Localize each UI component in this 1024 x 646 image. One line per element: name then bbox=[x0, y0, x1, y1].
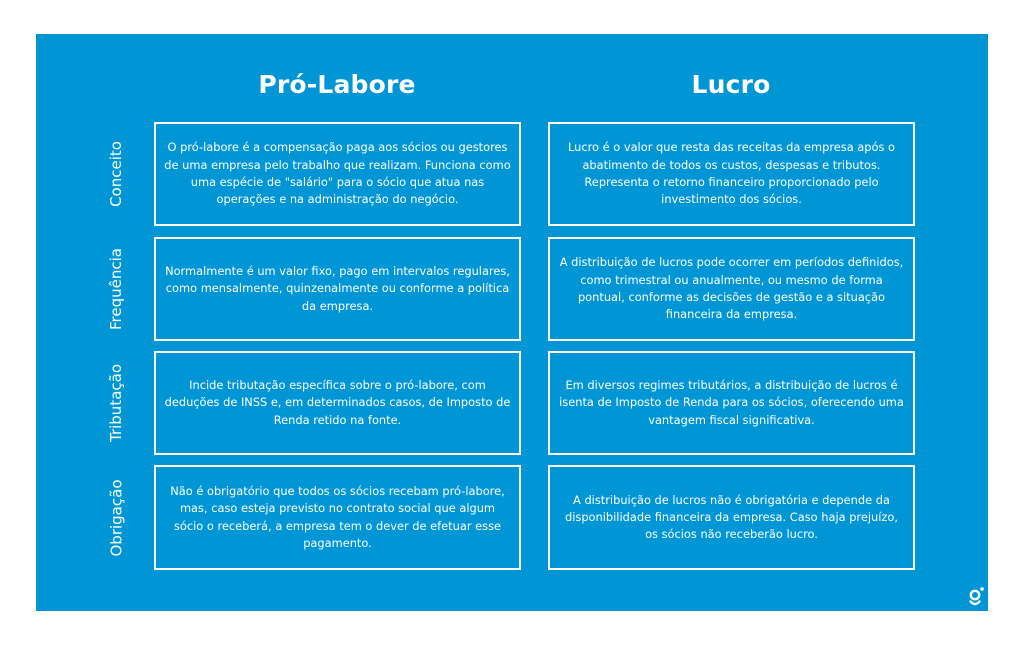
cell-tributacao-pro-labore: Incide tributação específica sobre o pró-labore, com deduções de INSS e, em determinados casos, de Imposto de Renda retido na fonte. bbox=[154, 351, 521, 455]
cell-obrigacao-pro-labore: Não é obrigatório que todos os sócios recebam pró-labore, mas, caso esteja previsto no contrato social que algum sócio o receberá, a empresa tem o dever de efetuar esse pagamento. bbox=[154, 465, 521, 570]
cell-obrigacao-lucro: A distribuição de lucros não é obrigatória e depende da disponibilidade financeira da empresa. Caso haja prejuízo, os sócios não receberão lucro. bbox=[548, 465, 915, 570]
brand-g-logo-icon bbox=[966, 586, 986, 608]
row-label-text: Tributação bbox=[107, 363, 126, 443]
row-label-tributacao bbox=[96, 351, 136, 455]
cell-frequencia-pro-labore: Normalmente é um valor fixo, pago em intervalos regulares, como mensalmente, quinzenalmente ou conforme a política da empresa. bbox=[154, 237, 521, 341]
row-label-conceito bbox=[96, 122, 136, 226]
row-label-text: Frequência bbox=[107, 248, 126, 330]
row-label-obrigacao bbox=[96, 465, 136, 570]
column-title-lucro: Lucro bbox=[691, 70, 771, 99]
cell-conceito-lucro: Lucro é o valor que resta das receitas da empresa após o abatimento de todos os custos, despesas e tributos. Representa o retorno financeiro proporcionado pelo investimento dos sócios. bbox=[548, 122, 915, 226]
cell-conceito-pro-labore: O pró-labore é a compensação paga aos sócios ou gestores de uma empresa pelo trabalho que realizam. Funciona como uma espécie de "salário" para o sócio que atua nas operações e na administração do negócio. bbox=[154, 122, 521, 226]
column-title-pro-labore: Pró-Labore bbox=[258, 70, 416, 99]
cell-tributacao-lucro: Em diversos regimes tributários, a distribuição de lucros é isenta de Imposto de Renda para os sócios, oferecendo uma vantagem fiscal significativa. bbox=[548, 351, 915, 455]
cell-frequencia-lucro: A distribuição de lucros pode ocorrer em períodos definidos, como trimestral ou anualmente, ou mesmo de forma pontual, conforme as decisões de gestão e a situação financeira da empresa. bbox=[548, 237, 915, 341]
row-label-text: Conceito bbox=[107, 141, 126, 207]
row-label-text: Obrigação bbox=[107, 479, 125, 556]
row-label-frequencia bbox=[96, 237, 136, 341]
